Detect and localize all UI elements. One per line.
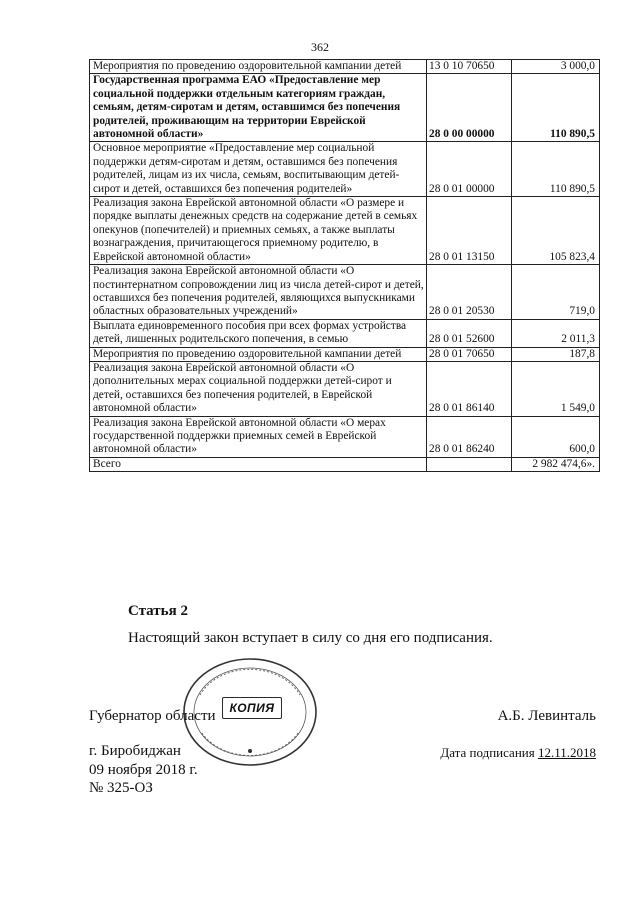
row-name: Основное мероприятие «Предоставление мер социальной поддержки детям-сиротам и детям, оставшимся без попечения родителей, лицам из их числа, семьям, воспитывающим детей-сирот и детей, оставшихся без попечения родителей»	[90, 142, 427, 197]
total-code-cell	[427, 457, 512, 471]
law-date: 09 ноября 2018 г.	[89, 762, 198, 778]
budget-table-body	[90, 60, 600, 472]
city: г. Биробиджан	[89, 743, 181, 759]
row-amount: 1 549,0	[512, 361, 600, 416]
page-number: 362	[311, 40, 329, 54]
row-amount: 110 890,5	[512, 142, 600, 197]
table-row	[90, 197, 600, 265]
row-amount: 3 000,0	[512, 60, 600, 74]
article-title: Статья 2	[128, 603, 188, 619]
row-name: Реализация закона Еврейской автономной области «О мерах государственной поддержки приемных семей в Еврейской автономной области»	[90, 416, 427, 457]
row-code: 28 0 01 00000	[427, 142, 512, 197]
budget-table	[89, 59, 600, 472]
row-name: Государственная программа ЕАО «Предоставление мер социальной поддержки отдельным категориям граждан, семьям, детям-сиротам и детям, оставшимся без попечения родителей, проживающим на территории Еврейской автономной области»	[90, 74, 427, 142]
row-code: 28 0 01 86140	[427, 361, 512, 416]
row-code: 13 0 10 70650	[427, 60, 512, 74]
signing-date	[440, 745, 596, 761]
row-name: Мероприятия по проведению оздоровительной кампании детей	[90, 347, 427, 361]
row-amount: 600,0	[512, 416, 600, 457]
row-amount: 187,8	[512, 347, 600, 361]
row-amount: 2 011,3	[512, 319, 600, 347]
table-row	[90, 60, 600, 74]
row-code: 28 0 01 52600	[427, 319, 512, 347]
row-code: 28 0 01 70650	[427, 347, 512, 361]
row-amount: 719,0	[512, 265, 600, 320]
governor-label: Губернатор области	[89, 708, 216, 724]
signing-date-label: Дата подписания	[440, 745, 535, 760]
row-code: 28 0 00 00000	[427, 74, 512, 142]
row-name: Реализация закона Еврейской автономной области «О размере и порядке выплаты денежных средств на содержание детей в семьях опекунов (попечителей) и приемных семьях, а также выплаты вознаграждения, причитающегося приемному родителю, в Еврейской автономной области»	[90, 197, 427, 265]
signing-date-value: 12.11.2018	[537, 745, 596, 760]
table-row	[90, 361, 600, 416]
article-text: Настоящий закон вступает в силу со дня его подписания.	[128, 630, 493, 646]
row-code: 28 0 01 20530	[427, 265, 512, 320]
table-row	[90, 265, 600, 320]
total-amount: 2 982 474,6».	[512, 457, 600, 471]
total-label: Всего	[90, 457, 427, 471]
table-row	[90, 416, 600, 457]
row-name: Выплата единовременного пособия при всех формах устройства детей, лишенных родительского попечения, в семью	[90, 319, 427, 347]
row-name: Реализация закона Еврейской автономной области «О постинтернатном сопровождении лиц из числа детей-сирот и детей, оставшихся без попечения родителей, являющихся выпускниками областных образовательных учреждений»	[90, 265, 427, 320]
table-row	[90, 142, 600, 197]
table-row	[90, 74, 600, 142]
table-row	[90, 347, 600, 361]
row-amount: 110 890,5	[512, 74, 600, 142]
governor-name: А.Б. Левинталь	[497, 708, 596, 724]
row-code: 28 0 01 86240	[427, 416, 512, 457]
row-amount: 105 823,4	[512, 197, 600, 265]
stamp-copy-label: КОПИЯ	[222, 697, 282, 719]
total-row	[90, 457, 600, 471]
law-number: № 325-ОЗ	[89, 780, 153, 796]
row-name: Мероприятия по проведению оздоровительной кампании детей	[90, 60, 427, 74]
row-code: 28 0 01 13150	[427, 197, 512, 265]
row-name: Реализация закона Еврейской автономной области «О дополнительных мерах социальной поддержки детей-сирот и детей, оставшихся без попечения родителей, в Еврейской автономной области»	[90, 361, 427, 416]
table-row	[90, 319, 600, 347]
